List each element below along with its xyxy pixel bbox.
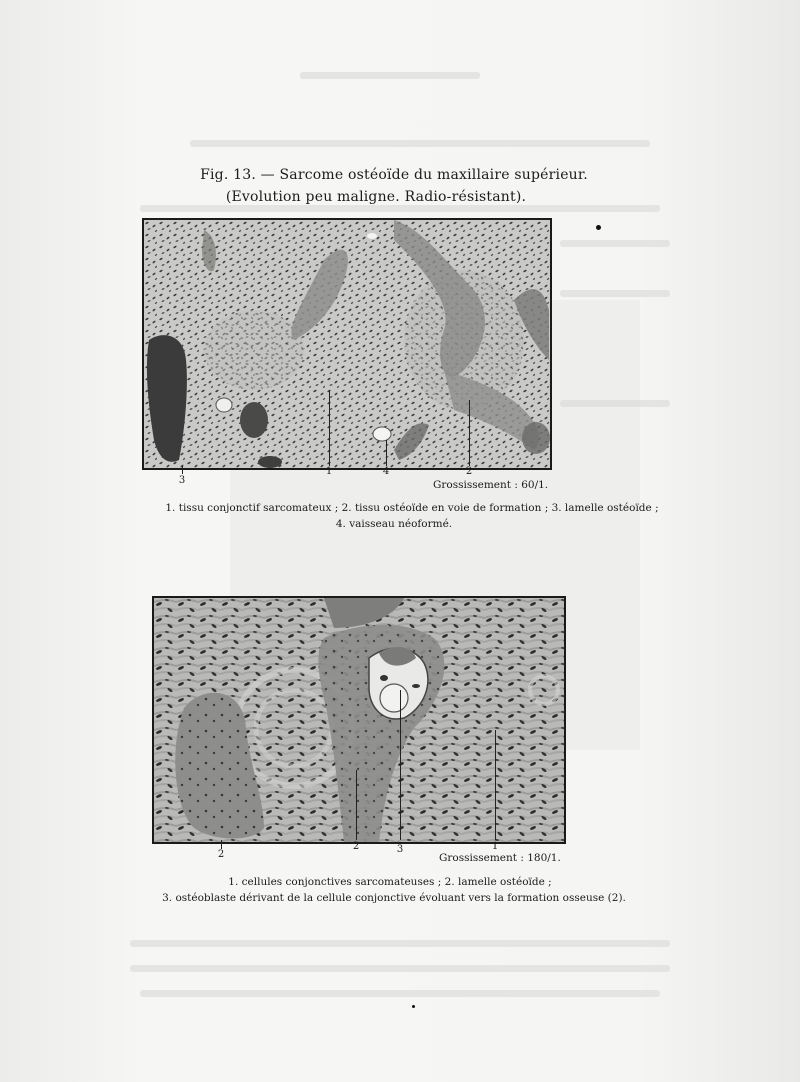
ink-dot (596, 225, 601, 230)
plate-bottom-marker-2a: 2 (217, 849, 225, 860)
show-through-line (140, 205, 660, 212)
figure-subtitle: (Evolution peu maligne. Radio-résistant). (225, 189, 527, 205)
show-through-line (560, 290, 670, 297)
show-through-line (560, 240, 670, 247)
marker-leader (356, 770, 357, 840)
histology-plate-low-magnification (142, 218, 552, 470)
show-through-line (130, 940, 670, 947)
marker-leader (221, 840, 222, 849)
tissue-illustration-low (144, 220, 550, 468)
plate-top-marker-2: 2 (465, 466, 473, 477)
plate-top-marker-4: 4 (382, 466, 390, 477)
show-through-line (560, 400, 670, 407)
marker-leader (469, 400, 470, 466)
show-through-line (300, 72, 480, 79)
plate-bottom-marker-3: 3 (396, 844, 404, 855)
plate-bottom-legend-line2: 3. ostéoblaste dérivant de la cellule conjonctive évoluant vers la formation osseuse (2). (162, 892, 626, 904)
plate-top-legend-line2: 4. vaisseau néoformé. (335, 518, 453, 530)
show-through-line (130, 965, 670, 972)
marker-leader (329, 390, 330, 466)
marker-leader (400, 690, 401, 840)
histology-plate-high-magnification (152, 596, 566, 844)
tissue-illustration-high (154, 598, 564, 842)
marker-leader (495, 730, 496, 840)
plate-bottom-marker-2b: 2 (352, 841, 360, 852)
show-through-line (140, 990, 660, 997)
show-through-line (190, 140, 650, 147)
plate-top-magnification: Grossissement : 60/1. (433, 479, 549, 491)
figure-title: Fig. 13. — Sarcome ostéoïde du maxillaire supérieur. (200, 167, 588, 183)
marker-leader (182, 466, 183, 474)
plate-bottom-marker-1: 1 (491, 841, 499, 852)
plate-top-marker-3: 3 (178, 475, 186, 486)
ink-dot (412, 1005, 415, 1008)
plate-bottom-magnification: Grossissement : 180/1. (439, 852, 561, 864)
marker-leader (386, 440, 387, 466)
plate-top-legend-line1: 1. tissu conjonctif sarcomateux ; 2. tissu ostéoïde en voie de formation ; 3. lamelle ostéoïde ; (165, 502, 659, 514)
plate-top-marker-1: 1 (325, 466, 333, 477)
plate-bottom-legend-line1: 1. cellules conjonctives sarcomateuses ; 2. lamelle ostéoïde ; (228, 876, 552, 888)
